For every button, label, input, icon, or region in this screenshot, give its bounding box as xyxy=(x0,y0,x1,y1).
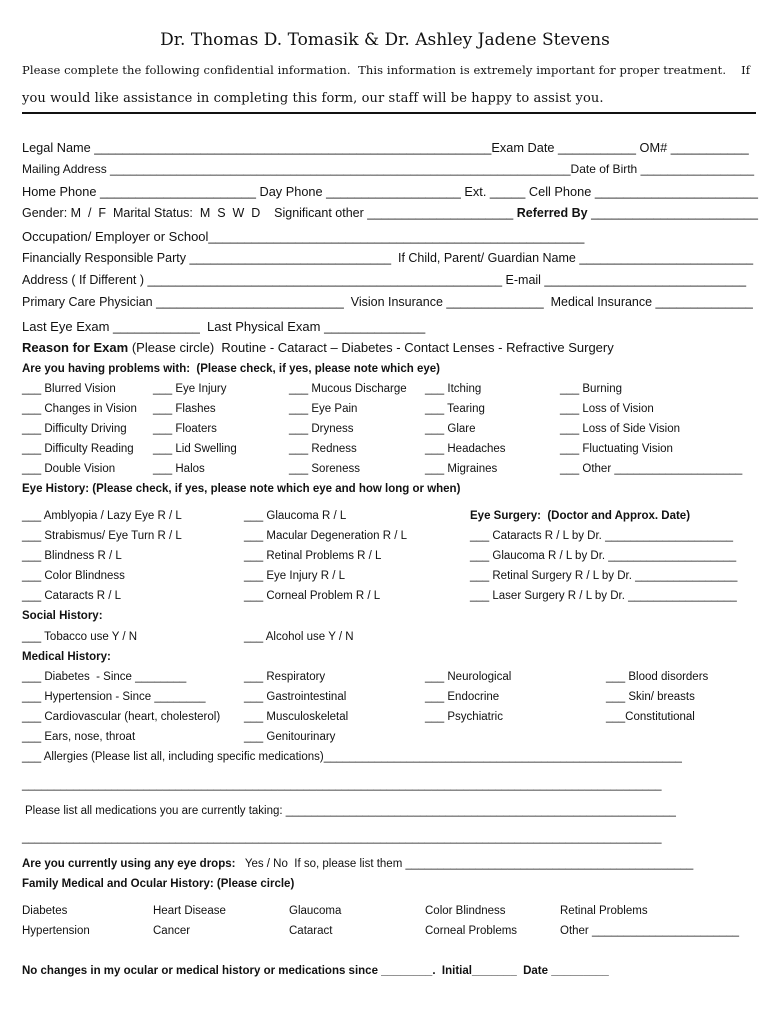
address-email-line[interactable]: Address ( If Different ) ___________________________________________________ E-mail _____________________________ xyxy=(22,273,747,287)
eye-history-item[interactable]: ___ Glaucoma R / L xyxy=(244,510,347,522)
medical-history-item[interactable]: ___Constitutional xyxy=(606,711,695,723)
medical-history-item[interactable]: ___ Endocrine xyxy=(425,691,500,703)
allergies-blank-line[interactable]: ____________________________________________________________________________________________________ xyxy=(22,779,662,791)
social-history-heading: Social History: xyxy=(22,610,103,622)
problem-item[interactable]: ___ Soreness xyxy=(289,463,360,475)
problem-item[interactable]: ___ Redness xyxy=(289,443,357,455)
medical-history-item[interactable]: ___ Respiratory xyxy=(244,671,326,683)
eye-drops-line[interactable] xyxy=(22,858,693,870)
eye-history-item[interactable]: ___ Strabismus/ Eye Turn R / L xyxy=(22,530,182,542)
eye-drops-label: Are you currently using any eye drops: xyxy=(22,858,236,870)
referred-by-label: Referred By xyxy=(516,206,588,220)
problem-item[interactable]: ___ Blurred Vision xyxy=(22,383,116,395)
problem-item[interactable]: ___ Loss of Side Vision xyxy=(560,423,680,435)
gender-marital-text: Gender: M / F Marital Status: M S W D Significant other _____________________ xyxy=(22,206,514,220)
legal-name-line[interactable]: Legal Name ________________________________________________________Exam Date ___________ OM# ___________ xyxy=(22,140,749,155)
problem-item[interactable]: ___ Fluctuating Vision xyxy=(560,443,673,455)
medical-history-item[interactable]: ___ Neurological xyxy=(425,671,512,683)
problem-item[interactable]: ___ Floaters xyxy=(153,423,217,435)
intro-line-2: you would like assistance in completing this form, our staff will be happy to assist you. xyxy=(22,91,604,106)
medical-history-item[interactable]: ___ Blood disorders xyxy=(606,671,709,683)
allergies-line[interactable]: ___ Allergies (Please list all, including specific medications)________________________________________________________ xyxy=(22,751,682,763)
problem-item[interactable]: ___ Headaches xyxy=(425,443,506,455)
physician-insurance-line[interactable]: Primary Care Physician ___________________________ Vision Insurance ______________ Medical Insurance ______________ xyxy=(22,295,753,309)
problem-item[interactable]: ___ Mucous Discharge xyxy=(289,383,407,395)
eye-history-item[interactable]: ___ Blindness R / L xyxy=(22,550,122,562)
problem-item[interactable]: ___ Changes in Vision xyxy=(22,403,137,415)
problem-item[interactable]: ___ Flashes xyxy=(153,403,216,415)
last-exam-line[interactable]: Last Eye Exam ____________ Last Physical Exam ______________ xyxy=(22,319,426,334)
alcohol-use[interactable]: ___ Alcohol use Y / N xyxy=(244,631,354,643)
medical-history-item[interactable]: ___ Gastrointestinal xyxy=(244,691,347,703)
medical-history-item[interactable]: ___ Hypertension - Since ________ xyxy=(22,691,206,703)
problems-heading: Are you having problems with: (Please check, if yes, please note which eye) xyxy=(22,363,440,375)
problem-item[interactable]: ___ Eye Pain xyxy=(289,403,358,415)
family-history-option[interactable]: Retinal Problems xyxy=(560,905,648,917)
family-history-option[interactable]: Color Blindness xyxy=(425,905,506,917)
family-history-option[interactable]: Cancer xyxy=(153,925,191,937)
medical-history-item[interactable]: ___ Musculoskeletal xyxy=(244,711,349,723)
medical-history-item[interactable]: ___ Genitourinary xyxy=(244,731,336,743)
problem-item[interactable]: ___ Tearing xyxy=(425,403,485,415)
problem-item[interactable]: ___ Burning xyxy=(560,383,623,395)
family-history-option[interactable]: Hypertension xyxy=(22,925,90,937)
family-history-option[interactable]: Corneal Problems xyxy=(425,925,518,937)
eye-surgery-heading: Eye Surgery: (Doctor and Approx. Date) xyxy=(470,510,691,522)
phone-line[interactable]: Home Phone ______________________ Day Phone ___________________ Ext. _____ Cell Phone _______________________ xyxy=(22,184,758,199)
problem-item[interactable]: ___ Other ____________________ xyxy=(560,463,743,475)
eye-history-item[interactable]: ___ Retinal Problems R / L xyxy=(244,550,382,562)
problem-item[interactable]: ___ Difficulty Reading xyxy=(22,443,134,455)
problem-item[interactable]: ___ Eye Injury xyxy=(153,383,227,395)
medical-history-item[interactable]: ___ Diabetes - Since ________ xyxy=(22,671,187,683)
responsible-party-line[interactable]: Financially Responsible Party _____________________________ If Child, Parent/ Guardian Name _________________________ xyxy=(22,251,754,265)
eye-history-item[interactable]: ___ Cataracts R / L xyxy=(22,590,122,602)
medical-history-item[interactable]: ___ Ears, nose, throat xyxy=(22,731,136,743)
tobacco-use[interactable]: ___ Tobacco use Y / N xyxy=(22,631,138,643)
family-history-heading: Family Medical and Ocular History: (Please circle) xyxy=(22,878,295,890)
problem-item[interactable]: ___ Loss of Vision xyxy=(560,403,654,415)
problem-item[interactable]: ___ Double Vision xyxy=(22,463,116,475)
family-history-option[interactable]: Cataract xyxy=(289,925,333,937)
problem-item[interactable]: ___ Itching xyxy=(425,383,482,395)
reason-for-exam[interactable] xyxy=(22,340,614,355)
medical-history-item[interactable]: ___ Psychiatric xyxy=(425,711,503,723)
medications-blank-line[interactable]: ____________________________________________________________________________________________________ xyxy=(22,832,662,844)
reason-label: Reason for Exam xyxy=(22,340,129,355)
eye-surgery-item[interactable]: ___ Glaucoma R / L by Dr. ____________________ xyxy=(470,550,737,562)
eye-history-heading: Eye History: (Please check, if yes, please note which eye and how long or when) xyxy=(22,483,461,495)
eye-history-item[interactable]: ___ Color Blindness xyxy=(22,570,125,582)
problem-item[interactable]: ___ Dryness xyxy=(289,423,354,435)
header-divider xyxy=(22,112,756,114)
no-changes-attestation[interactable]: No changes in my ocular or medical history or medications since ________. Initial_______ Date _________ xyxy=(22,965,609,977)
family-history-option[interactable]: Diabetes xyxy=(22,905,68,917)
eye-history-item[interactable]: ___ Amblyopia / Lazy Eye R / L xyxy=(22,510,182,522)
problem-item[interactable]: ___ Migraines xyxy=(425,463,498,475)
referred-by-blank[interactable]: ________________________ xyxy=(587,206,758,220)
mailing-address-line[interactable]: Mailing Address _____________________________________________________________________Date of Birth _________________ xyxy=(22,162,755,176)
problem-item[interactable]: ___ Glare xyxy=(425,423,476,435)
page-title: Dr. Thomas D. Tomasik & Dr. Ashley Jadene Stevens xyxy=(160,30,610,50)
family-history-option[interactable]: Other _______________________ xyxy=(560,925,740,937)
problem-item[interactable]: ___ Halos xyxy=(153,463,205,475)
medications-line[interactable]: Please list all medications you are currently taking: _____________________________________________________________ xyxy=(25,805,676,817)
eye-drops-answer[interactable]: Yes / No If so, please list them _____________________________________________ xyxy=(235,858,694,870)
eye-surgery-item[interactable]: ___ Laser Surgery R / L by Dr. _________________ xyxy=(470,590,737,602)
medical-history-item[interactable]: ___ Skin/ breasts xyxy=(606,691,695,703)
reason-options[interactable]: (Please circle) Routine - Cataract – Diabetes - Contact Lenses - Refractive Surgery xyxy=(128,340,614,355)
eye-surgery-item[interactable]: ___ Retinal Surgery R / L by Dr. ________________ xyxy=(470,570,738,582)
problem-item[interactable]: ___ Lid Swelling xyxy=(153,443,237,455)
eye-history-item[interactable]: ___ Eye Injury R / L xyxy=(244,570,345,582)
medical-history-heading: Medical History: xyxy=(22,651,111,663)
gender-marital-line[interactable] xyxy=(22,206,758,220)
eye-history-item[interactable]: ___ Macular Degeneration R / L xyxy=(244,530,408,542)
medical-history-item[interactable]: ___ Cardiovascular (heart, cholesterol) xyxy=(22,711,221,723)
occupation-line[interactable]: Occupation/ Employer or School____________________________________________________ xyxy=(22,229,585,244)
eye-history-item[interactable]: ___ Corneal Problem R / L xyxy=(244,590,381,602)
eye-surgery-item[interactable]: ___ Cataracts R / L by Dr. ____________________ xyxy=(470,530,733,542)
problem-item[interactable]: ___ Difficulty Driving xyxy=(22,423,127,435)
intro-line-1: Please complete the following confidential information. This information is extremely important for proper treatment. If xyxy=(22,63,751,77)
family-history-option[interactable]: Heart Disease xyxy=(153,905,226,917)
family-history-option[interactable]: Glaucoma xyxy=(289,905,342,917)
